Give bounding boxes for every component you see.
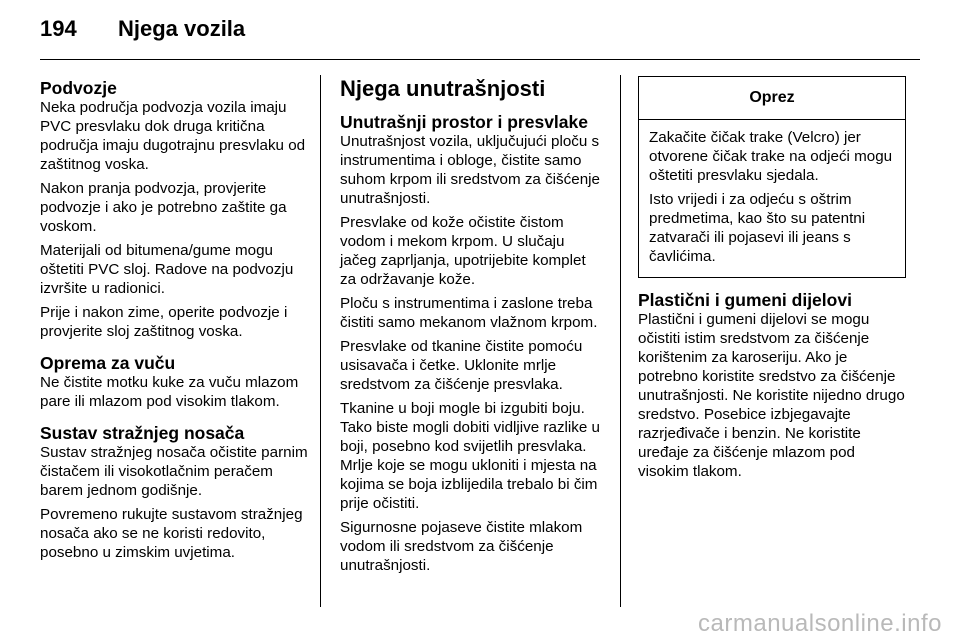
paragraph: Presvlake od kože očistite čistom vodom i mekom krpom. U slučaju jačeg zaprljanja, upotrijebite komplet za održavanje kože. [340, 214, 586, 288]
paragraph: Presvlake od tkanine čistite pomoću usisavača i četke. Uklonite mrlje sredstvom za čišćenje presvlaka. [340, 338, 583, 393]
header-divider [40, 59, 920, 60]
caution-body [639, 120, 905, 277]
page-number: 194 [40, 16, 77, 41]
paragraph: Sigurnosne pojaseve čistite mlakom vodom ili sredstvom za čišćenje unutrašnjosti. [340, 519, 583, 574]
paragraph: Ne čistite motku kuke za vuču mlazom pare ili mlazom pod visokim tlakom. [40, 374, 299, 410]
watermark: carmanualsonline.info [698, 610, 942, 637]
page-title: Njega vozila [118, 16, 246, 41]
column-left [40, 74, 308, 574]
caution-title: Oprez [639, 77, 905, 120]
section-heading: Podvozje [40, 78, 117, 98]
paragraph: Tkanine u boji mogle bi izgubiti boju. Tako biste mogli dobiti vidljive razlike u boji, posebno kod svijetlih presvlaka. Mrlje koje se mogu ukloniti i mjesta na kojima se boja izblijedila trebalo bi čim prije očistiti. [340, 400, 600, 512]
caution-box [638, 76, 906, 278]
paragraph: Plastični i gumeni dijelovi se mogu očistiti istim sredstvom za čišćenje korištenim za karoseriju. Ako je potrebno koristite sredstvo za čišćenje unutrašnjosti. Ne koristite nijedno drugo sredstvo. Posebice izbjegavajte razrjeđivače i benzin. Ne koristite uređaje za čišćenje mlazom pod visokim tlakom. [638, 311, 905, 480]
section-heading: Plastični i gumeni dijelovi [638, 290, 852, 310]
paragraph: Unutrašnjost vozila, uključujući ploču s instrumentima i obloge, čistite samo suhom krpom ili sredstvom za čišćenje unutrašnjosti. [340, 133, 600, 207]
paragraph: Povremeno rukujte sustavom stražnjeg nosača ako se ne koristi redovito, posebno u zimskim uvjetima. [40, 506, 303, 561]
paragraph: Zakačite čičak trake (Velcro) jer otvorene čičak trake na odjeći mogu oštetiti presvlaku sjedala. [649, 129, 893, 184]
section-heading: Unutrašnji prostor i presvlake [340, 112, 588, 132]
section-rear-carrier [40, 423, 308, 562]
column-divider [620, 75, 621, 607]
paragraph: Nakon pranja podvozja, provjerite podvozje i ako je potrebno zaštite ga voskom. [40, 180, 287, 235]
section-title: Njega unutrašnjosti [340, 76, 546, 101]
column-middle [340, 74, 605, 580]
column-right [638, 74, 905, 486]
section-undercarriage [40, 78, 308, 341]
paragraph: Prije i nakon zime, operite podvozje i provjerite sloj zaštitnog voska. [40, 304, 288, 340]
paragraph: Ploču s instrumentima i zaslone treba čistiti samo mekanom vlažnom krpom. [340, 295, 598, 331]
page-header [40, 16, 245, 46]
paragraph: Isto vrijedi i za odjeću s oštrim predmetima, kao što su patentni zatvarači ili pojasevi ili jeans s čavlićima. [649, 191, 866, 265]
column-divider [320, 75, 321, 607]
paragraph: Materijali od bitumena/gume mogu oštetiti PVC sloj. Radove na podvozju izvršite u radionici. [40, 242, 294, 297]
section-towing-equipment [40, 353, 308, 411]
section-heading: Oprema za vuču [40, 353, 176, 373]
section-heading: Sustav stražnjeg nosača [40, 423, 245, 443]
paragraph: Sustav stražnjeg nosača očistite parnim čistačem ili visokotlačnim peračem barem jednom godišnje. [40, 444, 308, 499]
paragraph: Neka područja podvozja vozila imaju PVC presvlaku dok druga kritična područja imaju dugotrajnu presvlaku od zaštitnog voska. [40, 99, 306, 173]
